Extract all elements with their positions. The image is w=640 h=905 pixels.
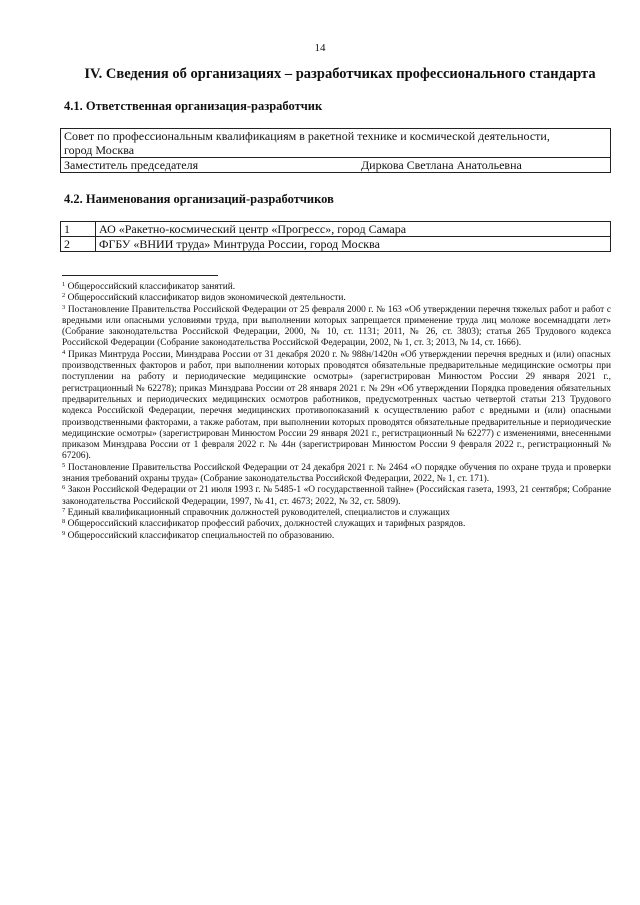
developer-org-name: АО «Ракетно-космический центр «Прогресс», город Самара — [96, 222, 611, 237]
footnote-text: Общероссийский классификатор специальностей по образованию. — [67, 530, 335, 541]
developer-org-row — [61, 237, 611, 252]
developer-org-number: 2 — [61, 237, 96, 252]
footnote-separator — [62, 275, 218, 276]
footnote-3 — [62, 305, 611, 350]
responsible-org-name-line2: город Москва — [64, 143, 135, 157]
responsible-position: Заместитель председателя — [64, 158, 199, 172]
footnote-2 — [62, 293, 611, 304]
responsible-person-name: Диркова Светлана Анатольевна — [361, 158, 522, 172]
responsible-org-table — [60, 128, 611, 173]
footnote-text: Общероссийский классификатор профессий рабочих, должностей служащих и тарифных разрядов. — [67, 519, 466, 530]
responsible-org-name-line1: Совет по профессиональным квалификациям в ракетной технике и космической деятельности, — [64, 129, 550, 143]
footnotes — [62, 282, 611, 542]
responsible-person-cell — [61, 158, 611, 173]
footnote-marker: 1 — [62, 281, 66, 288]
developer-org-name: ФГБУ «ВНИИ труда» Минтруда России, город Москва — [96, 237, 611, 252]
developer-orgs-table — [60, 221, 611, 252]
footnote-marker: 3 — [62, 303, 66, 311]
section-title: IV. Сведения об организациях – разработчиках профессионального стандарта — [84, 66, 596, 82]
developer-org-number: 1 — [61, 222, 96, 237]
responsible-org-heading: 4.1. Ответственная организация-разработчик — [64, 99, 323, 113]
footnote-4 — [62, 350, 611, 463]
footnote-marker: 2 — [62, 292, 66, 300]
footnote-6 — [62, 485, 611, 508]
footnote-text: Закон Российской Федерации от 21 июля 1993 г. № 5485-1 «О государственной тайне» (Российская газета, 1993, 21 сентября; Собрание законодательства Российской Федерации, 1997, № 41, ст. 4673; 2022, № 32, ст. 5809). — [62, 485, 611, 507]
footnote-marker: 5 — [62, 461, 66, 469]
footnote-marker: 4 — [62, 348, 66, 356]
footnote-7 — [62, 508, 611, 519]
footnote-text: Единый квалификационный справочник должностей руководителей, специалистов и служащих — [67, 507, 450, 518]
responsible-person-row — [61, 158, 611, 173]
footnote-text: Постановление Правительства Российской Федерации от 24 декабря 2021 г. № 2464 «О порядке обучения по охране труда и проверки знания требований охраны труда» (Собрание законодательства Российской Федерации, 2022, № 1, ст. 171). — [62, 462, 611, 485]
page-number: 14 — [314, 42, 326, 54]
footnote-text: Общероссийский классификатор занятий. — [67, 282, 236, 292]
developer-org-row — [61, 222, 611, 237]
developer-orgs-heading: 4.2. Наименования организаций-разработчиков — [64, 192, 334, 206]
responsible-org-row — [61, 129, 611, 158]
footnote-text: Приказ Минтруда России, Минздрава России от 31 декабря 2020 г. № 988н/1420н «Об утверждении перечня вредных и (или) опасных производственных факторов и работ, при выполнении которых проводятся обязательные предварительные медицинские осмотры при поступлении на работу и периодические медицинские осмотры» (зарегистрирован Минюстом России 29 января 2021 г., регистрационный № 62278); приказ Минздрава России от 28 января 2021 г. № 29н «Об утверждении Порядка проведения обязательных предварительных и периодических медицинских осмотров работников, предусмотренных частью четвертой статьи 213 Трудового кодекса Российской Федерации, перечня медицинских противопоказаний к осуществлению работ с вредными и (или) опасными производственными факторами, а также работам, при выполнении которых проводятся обязательные предварительные и периодические медицинские осмотры» (зарегистрирован Минюстом России 29 января 2021 г., регистрационный № 62277) с изменениями, внесенными приказом Минздрава России от 1 февраля 2022 г. № 44н (зарегистрирован Минюстом России 9 февраля 2022 г., регистрационный № 67206). — [62, 349, 611, 462]
footnote-1 — [62, 282, 611, 293]
footnote-marker: 9 — [62, 529, 66, 537]
footnote-5 — [62, 463, 611, 486]
footnote-text: Постановление Правительства Российской Федерации от 25 февраля 2000 г. № 163 «Об утверждении перечня тяжелых работ и работ с вредными или опасными условиями труда, при выполнении которых запрещается применение труда лиц моложе восемнадцати лет» (Собрание законодательства Российской Федерации, 2000, № 10, ст. 1131; 2011, № 26, ст. 3803); статья 265 Трудового кодекса Российской Федерации (Собрание законодательства Российской Федерации, 2002, № 1, ст. 3; 2013, № 14, ст. 1666). — [62, 304, 611, 349]
footnote-text: Общероссийский классификатор видов экономической деятельности. — [67, 293, 346, 304]
responsible-org-name — [61, 129, 611, 158]
footnote-marker: 8 — [62, 518, 66, 526]
footnote-8 — [62, 519, 611, 530]
footnote-marker: 7 — [62, 506, 66, 514]
footnote-marker: 6 — [62, 484, 66, 492]
footnote-9 — [62, 531, 611, 542]
